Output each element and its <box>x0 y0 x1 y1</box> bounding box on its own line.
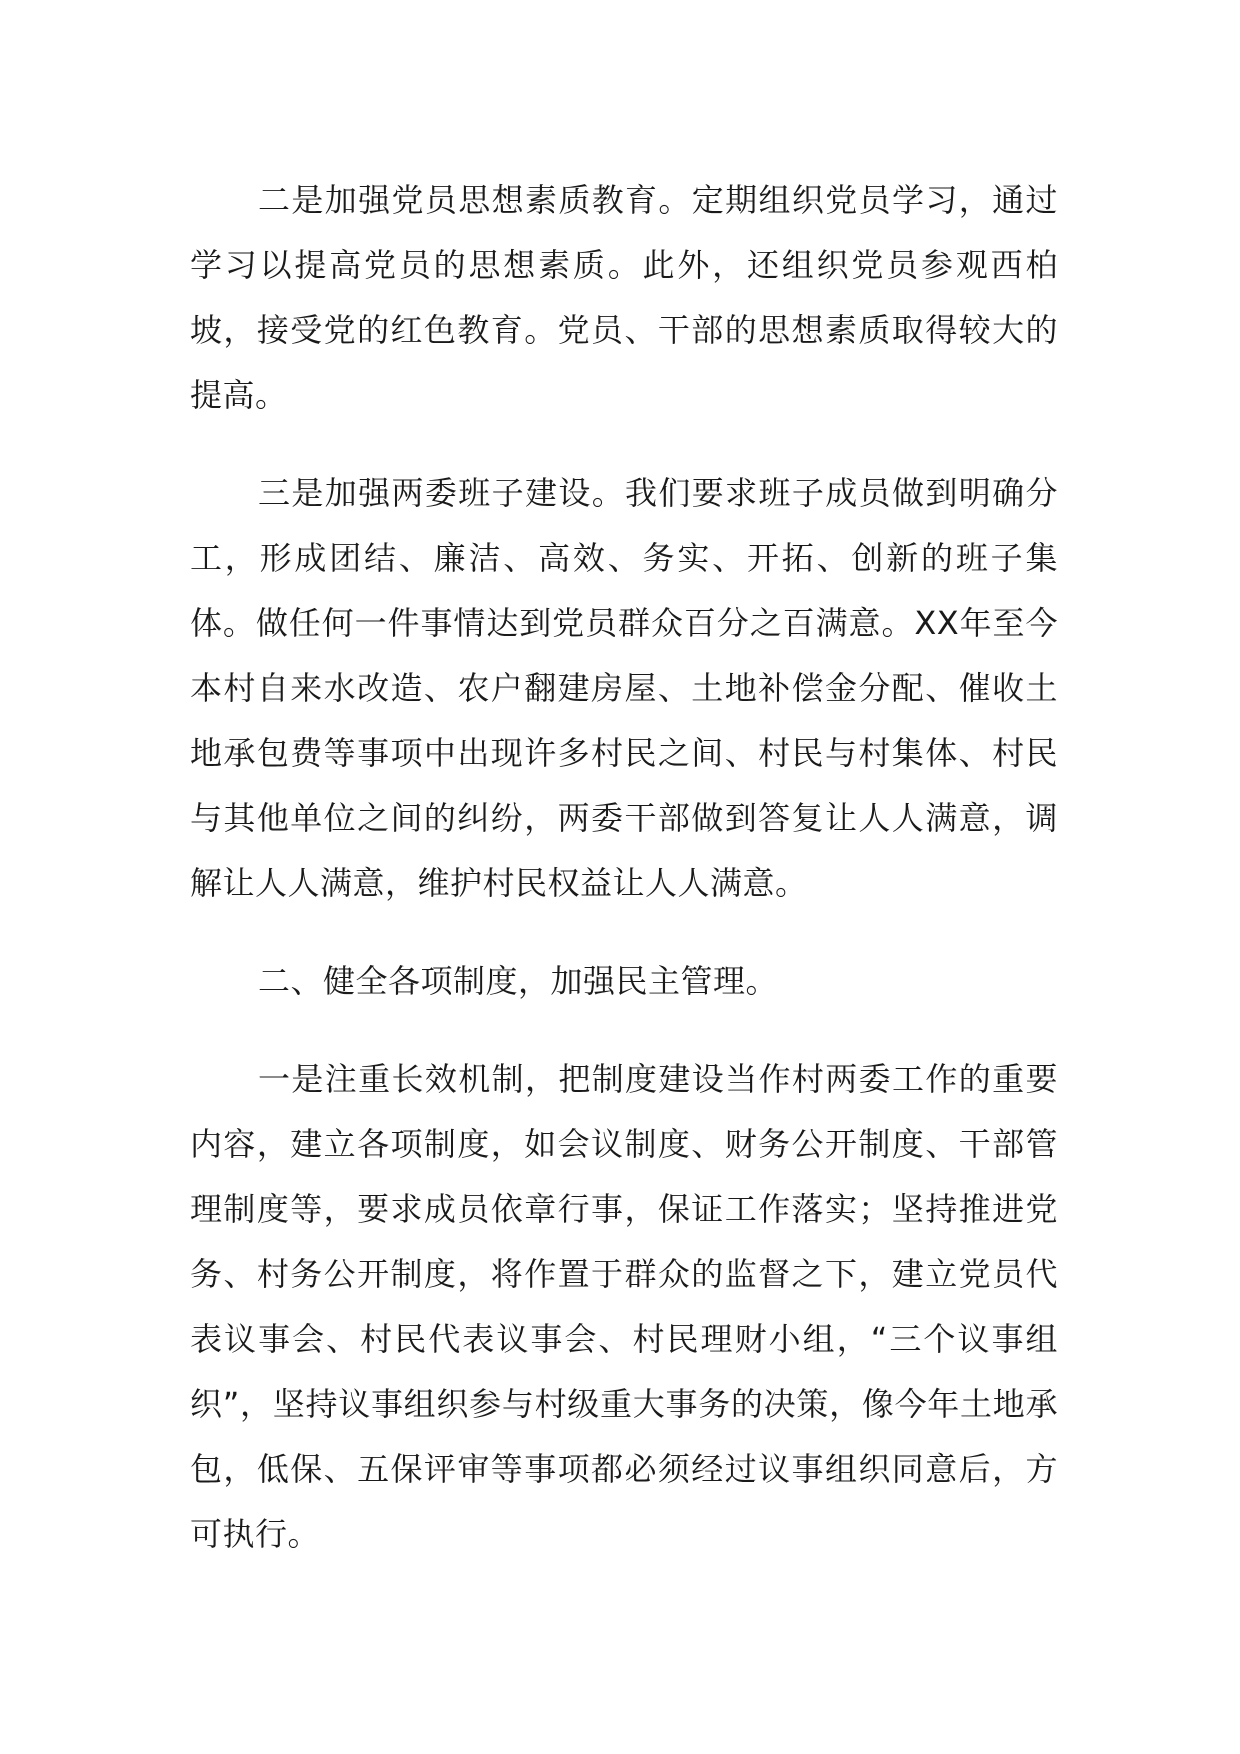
paragraph-party-education: 二是加强党员思想素质教育。定期组织党员学习，通过学习以提高党员的思想素质。此外，还组织党员参观西柏坡，接受党的红色教育。党员、干部的思想素质取得较大的提高。 <box>190 181 1058 414</box>
paragraph-long-term-mechanism: 一是注重长效机制，把制度建设当作村两委工作的重要内容，建立各项制度，如会议制度、财务公开制度、干部管理制度等，要求成员依章行事，保证工作落实；坚持推进党务、村务公开制度，将作置于群众的监督之下，建立党员代表议事会、村民代表议事会、村民理财小组，“三个议事组织”，坚持议事组织参与村级重大事务的决策，像今年土地承包，低保、五保评审等事项都必须经过议事组织同意后，方可执行。 <box>190 1060 1058 1553</box>
section-heading-systems: 二、健全各项制度，加强民主管理。 <box>258 962 779 1000</box>
document-body <box>190 168 1058 1600</box>
paragraph-committee-building: 三是加强两委班子建设。我们要求班子成员做到明确分工，形成团结、廉洁、高效、务实、开拓、创新的班子集体。做任何一件事情达到党员群众百分之百满意。XX年至今本村自来水改造、农户翻建房屋、土地补偿金分配、催收土地承包费等事项中出现许多村民之间、村民与村集体、村民与其他单位之间的纠纷，两委干部做到答复让人人满意，调解让人人满意，维护村民权益让人人满意。 <box>190 474 1058 902</box>
